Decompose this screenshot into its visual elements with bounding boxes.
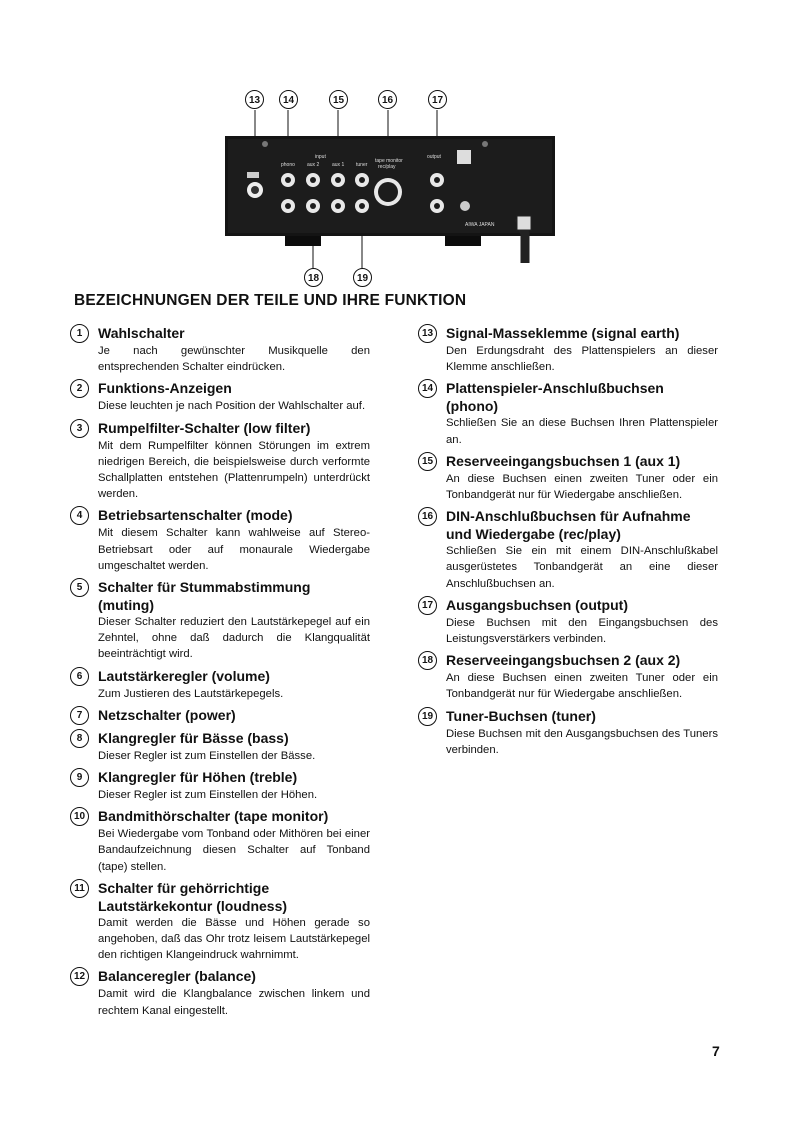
item-number: 9 xyxy=(70,768,89,787)
item-number: 4 xyxy=(70,506,89,525)
item-number: 6 xyxy=(70,667,89,686)
item-title: Reserveeingangsbuchsen 2 (aux 2) xyxy=(446,652,681,669)
callout-16: 16 xyxy=(378,90,397,109)
item-description: Je nach gewünschter Musikquelle den entsprechenden Schalter eindrücken. xyxy=(98,345,370,374)
label-tuner: tuner xyxy=(356,162,368,168)
list-item xyxy=(418,596,718,647)
item-number: 5 xyxy=(70,578,89,597)
label-brand: AIWA JAPAN xyxy=(465,222,495,228)
item-number: 19 xyxy=(418,707,437,726)
rear-panel-figure xyxy=(225,88,565,288)
item-description: Diese leuchten je nach Position der Wahlschalter auf. xyxy=(98,400,366,413)
item-number: 8 xyxy=(70,729,89,748)
item-title: Lautstärkeregler (volume) xyxy=(98,667,270,684)
item-number: 14 xyxy=(418,379,437,398)
item-description: Damit wird die Klangbalance zwischen linkem und rechtem Kanal eingestellt. xyxy=(98,988,370,1017)
item-number: 11 xyxy=(70,879,89,898)
item-title: Tuner-Buchsen (tuner) xyxy=(446,707,596,724)
callout-18: 18 xyxy=(304,268,323,287)
list-item xyxy=(418,379,718,447)
list-item xyxy=(70,807,370,875)
item-title: Bandmithörschalter (tape monitor) xyxy=(98,808,329,825)
item-number: 2 xyxy=(70,379,89,398)
item-description: An diese Buchsen einen zweiten Tuner oder ein Tonbandgerät nur für Wiedergabe anschließen. xyxy=(446,672,718,701)
item-title: Klangregler für Höhen (treble) xyxy=(98,769,298,786)
item-description: Mit dem Rumpelfilter können Störungen im extrem niedrigen Bereich, die beispielsweise durch verformte Schallplatten entstehen (Plattenrumpeln) unterdrückt werden. xyxy=(98,439,370,501)
list-item xyxy=(70,667,370,702)
item-description: Mit diesem Schalter kann wahlweise auf Stereo-Betriebsart oder auf monaurale Wiedergabe umgeschaltet werden. xyxy=(98,527,370,572)
item-description: Schließen Sie ein mit einem DIN-Anschlußkabel ausgerüstetes Tonbandgerät an eine dieser Anschlußbuchsen an. xyxy=(446,545,718,590)
list-item xyxy=(70,729,370,764)
label-input: input xyxy=(315,154,326,160)
item-number: 15 xyxy=(418,452,437,471)
item-number: 16 xyxy=(418,507,437,526)
list-item xyxy=(70,706,370,725)
page-heading: BEZEICHNUNGEN DER TEILE UND IHRE FUNKTION xyxy=(74,292,467,309)
item-number: 17 xyxy=(418,596,437,615)
item-number: 18 xyxy=(418,651,437,670)
item-description: Bei Wiedergabe vom Tonband oder Mithören bei einer Bandaufzeichnung diesen Schalter auf Tonband (tape) stellen. xyxy=(98,828,370,873)
list-item xyxy=(70,768,370,803)
item-description: Diese Buchsen mit den Ausgangsbuchsen des Tuners verbinden. xyxy=(446,727,718,756)
list-item xyxy=(70,506,370,574)
item-title: Wahlschalter xyxy=(98,325,185,341)
item-description: Dieser Schalter reduziert den Lautstärkepegel auf ein Zehntel, ohne daß dadurch die Klangqualität beeinträchtigt wird. xyxy=(98,616,370,661)
item-description: Zum Justieren des Lautstärkepegels. xyxy=(98,687,284,700)
callout-14: 14 xyxy=(279,90,298,109)
item-number: 3 xyxy=(70,419,89,438)
item-description: Schließen Sie an diese Buchsen Ihren Plattenspieler an. xyxy=(446,417,718,446)
item-number: 12 xyxy=(70,967,89,986)
list-item xyxy=(70,419,370,503)
label-aux2: aux 2 xyxy=(307,162,320,168)
label-phono: phono xyxy=(281,162,295,168)
item-description: An diese Buchsen einen zweiten Tuner oder ein Tonbandgerät nur für Wiedergabe anschließen. xyxy=(446,472,718,502)
callout-15: 15 xyxy=(329,90,348,109)
label-aux1: aux 1 xyxy=(332,162,345,168)
item-title: Schalter für Stummabstimmung (muting) xyxy=(98,579,311,614)
list-item xyxy=(418,507,718,592)
list-item xyxy=(418,651,718,702)
label-rec-play: rec/play xyxy=(378,164,396,170)
item-number: 13 xyxy=(418,324,437,343)
item-description: Den Erdungsdraht des Plattenspielers an dieser Klemme anschließen. xyxy=(446,345,718,374)
page-number: 7 xyxy=(712,1043,720,1059)
list-item xyxy=(70,967,370,1018)
list-item xyxy=(70,324,370,375)
list-item xyxy=(418,324,718,375)
item-title: Balanceregler (balance) xyxy=(98,968,256,985)
item-title: Betriebsartenschalter (mode) xyxy=(98,507,293,524)
item-title: Schalter für gehörrichtige Lautstärkekontur (loudness) xyxy=(98,879,288,914)
item-title: Reserveeingangsbuchsen 1 (aux 1) xyxy=(446,452,681,469)
list-item xyxy=(70,879,370,964)
label-output: output xyxy=(427,154,441,160)
callout-17: 17 xyxy=(428,90,447,109)
item-title: DIN-Anschlußbuchsen für Aufnahme und Wiedergabe (rec/play) xyxy=(446,508,691,543)
callout-13: 13 xyxy=(245,90,264,109)
left-column xyxy=(70,324,370,1023)
item-title: Signal-Masseklemme (signal earth) xyxy=(446,325,680,341)
item-title: Ausgangsbuchsen (output) xyxy=(446,596,628,613)
item-title: Rumpelfilter-Schalter (low filter) xyxy=(98,419,311,436)
list-item xyxy=(418,452,718,503)
right-column xyxy=(418,324,718,762)
item-title: Plattenspieler-Anschlußbuchsen (phono) xyxy=(446,380,664,415)
item-number: 10 xyxy=(70,807,89,826)
list-item xyxy=(70,578,370,663)
item-description: Dieser Regler ist zum Einstellen der Bässe. xyxy=(98,749,316,762)
item-description: Dieser Regler ist zum Einstellen der Höhen. xyxy=(98,789,318,802)
item-description: Diese Buchsen mit den Eingangsbuchsen des Leistungsverstärkers verbinden. xyxy=(446,616,718,646)
callout-19: 19 xyxy=(353,268,372,287)
item-title: Klangregler für Bässe (bass) xyxy=(98,729,289,746)
item-title: Netzschalter (power) xyxy=(98,706,236,723)
rear-panel-drawing xyxy=(225,88,565,288)
label-tape-monitor: tape monitor xyxy=(375,158,403,164)
list-item xyxy=(418,707,718,758)
item-description: Damit werden die Bässe und Höhen gerade so angehoben, daß das Ohr trotz leisem Lautstärkepegel den richtigen Klangeindruck wahrnimmt. xyxy=(98,916,370,962)
item-title: Funktions-Anzeigen xyxy=(98,380,232,397)
item-number: 7 xyxy=(70,706,89,725)
item-number: 1 xyxy=(70,324,89,343)
list-item xyxy=(70,379,370,414)
